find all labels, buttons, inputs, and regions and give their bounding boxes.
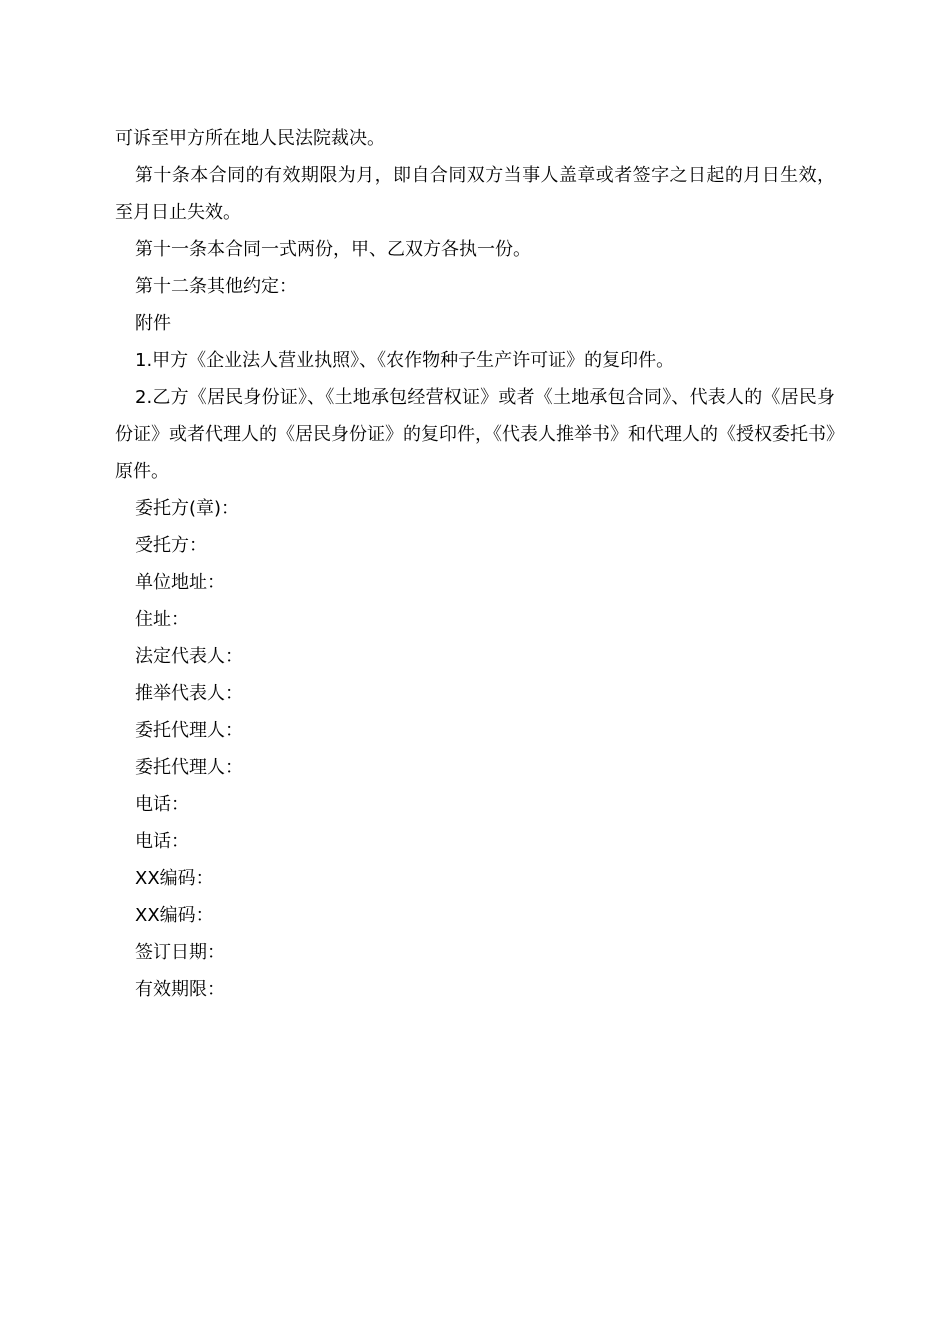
document-body [115,120,835,1008]
signature-field-validity: 有效期限： [135,979,225,1000]
paragraph-court-clause: 可诉至甲方所在地人民法院裁决。 [115,128,385,149]
signature-field-proxy-2: 委托代理人： [135,757,243,778]
signature-field-legal-rep: 法定代表人： [135,646,243,667]
signature-field-sign-date: 签订日期： [135,942,225,963]
attachment-item-1: 1.甲方《企业法人营业执照》、《农作物种子生产许可证》的复印件。 [135,350,675,371]
signature-field-proxy-1: 委托代理人： [135,720,243,741]
signature-field-agent: 受托方： [135,535,207,556]
signature-field-elected-rep: 推举代表人： [135,683,243,704]
paragraph-article-12: 第十二条其他约定： [135,276,297,297]
attachment-heading: 附件 [135,313,171,334]
signature-field-code-2: XX编码： [135,905,214,926]
paragraph-article-10: 第十条本合同的有效期限为月，即自合同双方当事人盖章或者签字之日起的月日生效，至月日止失效。 [115,165,835,223]
signature-field-phone-2: 电话： [135,831,189,852]
paragraph-article-11: 第十一条本合同一式两份，甲、乙双方各执一份。 [135,239,531,260]
attachment-item-2: 2.乙方《居民身份证》、《土地承包经营权证》或者《土地承包合同》、代表人的《居民身份证》或者代理人的《居民身份证》的复印件，《代表人推举书》和代理人的《授权委托书》原件。 [115,387,835,482]
signature-field-company-address: 单位地址： [135,572,225,593]
signature-field-code-1: XX编码： [135,868,214,889]
signature-field-principal: 委托方(章)： [135,498,240,519]
signature-field-phone-1: 电话： [135,794,189,815]
signature-field-address: 住址： [135,609,189,630]
